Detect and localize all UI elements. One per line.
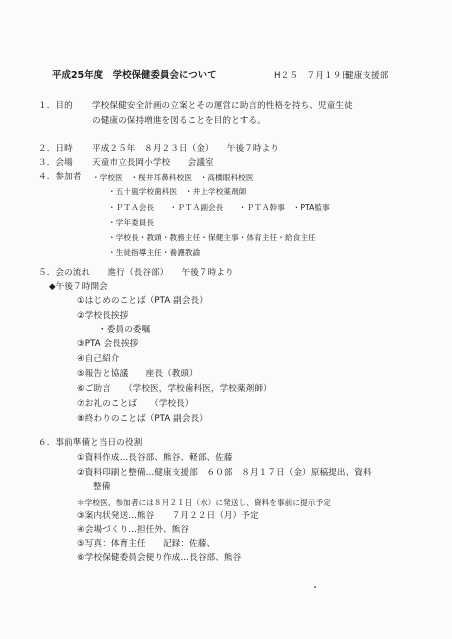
- s1-line2: の健康の保持増進を図ることを目的とする。: [92, 116, 266, 126]
- s6-item: ④会場づくり…担任外、熊谷: [77, 525, 190, 535]
- s5-item: ⑦お礼のことば （学校長）: [77, 399, 194, 409]
- s5-item: ⑧終わりのことば（PTA 副会長）: [77, 414, 208, 424]
- s6-item: ②資料印刷と整備…健康支援部 ６０部 ８月１７日（金）原稿提出、資料: [77, 468, 372, 478]
- doc-title: 平成25年度 学校保健委員会について: [52, 70, 217, 81]
- s1-heading: １．目的: [38, 101, 73, 111]
- s2-heading: ２．日時: [38, 144, 73, 154]
- s5-item: ⑥ご助言 （学校医，学校歯科医，学校薬剤師）: [77, 384, 272, 394]
- s6-item: ⑤写真：体育主任 記録：佐藤、: [77, 539, 216, 549]
- s2-text: 平成２５年 ８月２３日（金） 午後７時より: [92, 144, 279, 154]
- s1-line1: 学校保健安全計画の立案とその運営に助言的性格を持ち、児童生徒: [92, 101, 353, 111]
- s6-item: 整備: [93, 482, 111, 492]
- s5-item: ⑤報告と協議 座長（教頭）: [77, 369, 198, 379]
- s4-line2: ・五十嵐学校歯科医 ・井上学校薬剤師: [108, 187, 247, 196]
- s5-open: ◆午後７時開会: [49, 282, 108, 292]
- s4-heading: ４．参加者: [38, 172, 82, 182]
- s6-heading: ６．事前準備と当日の役割: [38, 438, 143, 448]
- s6-item: ⑥学校保健委員会便り作成…長谷部、熊谷: [77, 553, 242, 563]
- s5-item: ②学校長挨拶: [77, 311, 129, 321]
- s4-line3: ・ＰＴＡ会長 ・ＰＴＡ副会長 ・ＰＴＡ幹事 ・PTA監事: [108, 203, 330, 212]
- s4-line1: ・学校医 ・桜井耳鼻科校医 ・高橋眼科校医: [92, 173, 254, 182]
- s3-text: 天童市立長岡小学校 会議室: [92, 158, 214, 168]
- s6-item: ③案内状発送…熊谷 ７月２２日（月）予定: [77, 511, 259, 521]
- s6-note: ＊学校医、参加者には８月２１日（水）に発送し、資料を事前に提示予定: [77, 498, 331, 507]
- s4-line5: ・学校長・教頭・教務主任・保健主事・体育主任・給食主任: [108, 233, 316, 242]
- s5-item: ①はじめのことば（PTA 副会長）: [77, 296, 208, 306]
- s4-line4: ・学年委員長: [108, 218, 155, 227]
- s3-heading: ３．会場: [38, 158, 73, 168]
- s5-item: ④自己紹介: [77, 354, 120, 364]
- scan-speck: [314, 586, 316, 588]
- doc-date: H２５ ７月１９日: [274, 71, 351, 81]
- doc-dept: 健康支援部: [345, 71, 389, 81]
- s5-item: ・委員の委嘱: [98, 325, 151, 335]
- s5-item: ③PTA 会長挨拶: [77, 339, 139, 349]
- s4-line6: ・生徒指導主任・養護教諭: [108, 248, 201, 257]
- s5-heading: ５．会の流れ 進行（長谷部） 午後７時より: [38, 268, 234, 278]
- s6-item: ①資料作成…長谷部、熊谷、軽部、佐藤: [77, 453, 233, 463]
